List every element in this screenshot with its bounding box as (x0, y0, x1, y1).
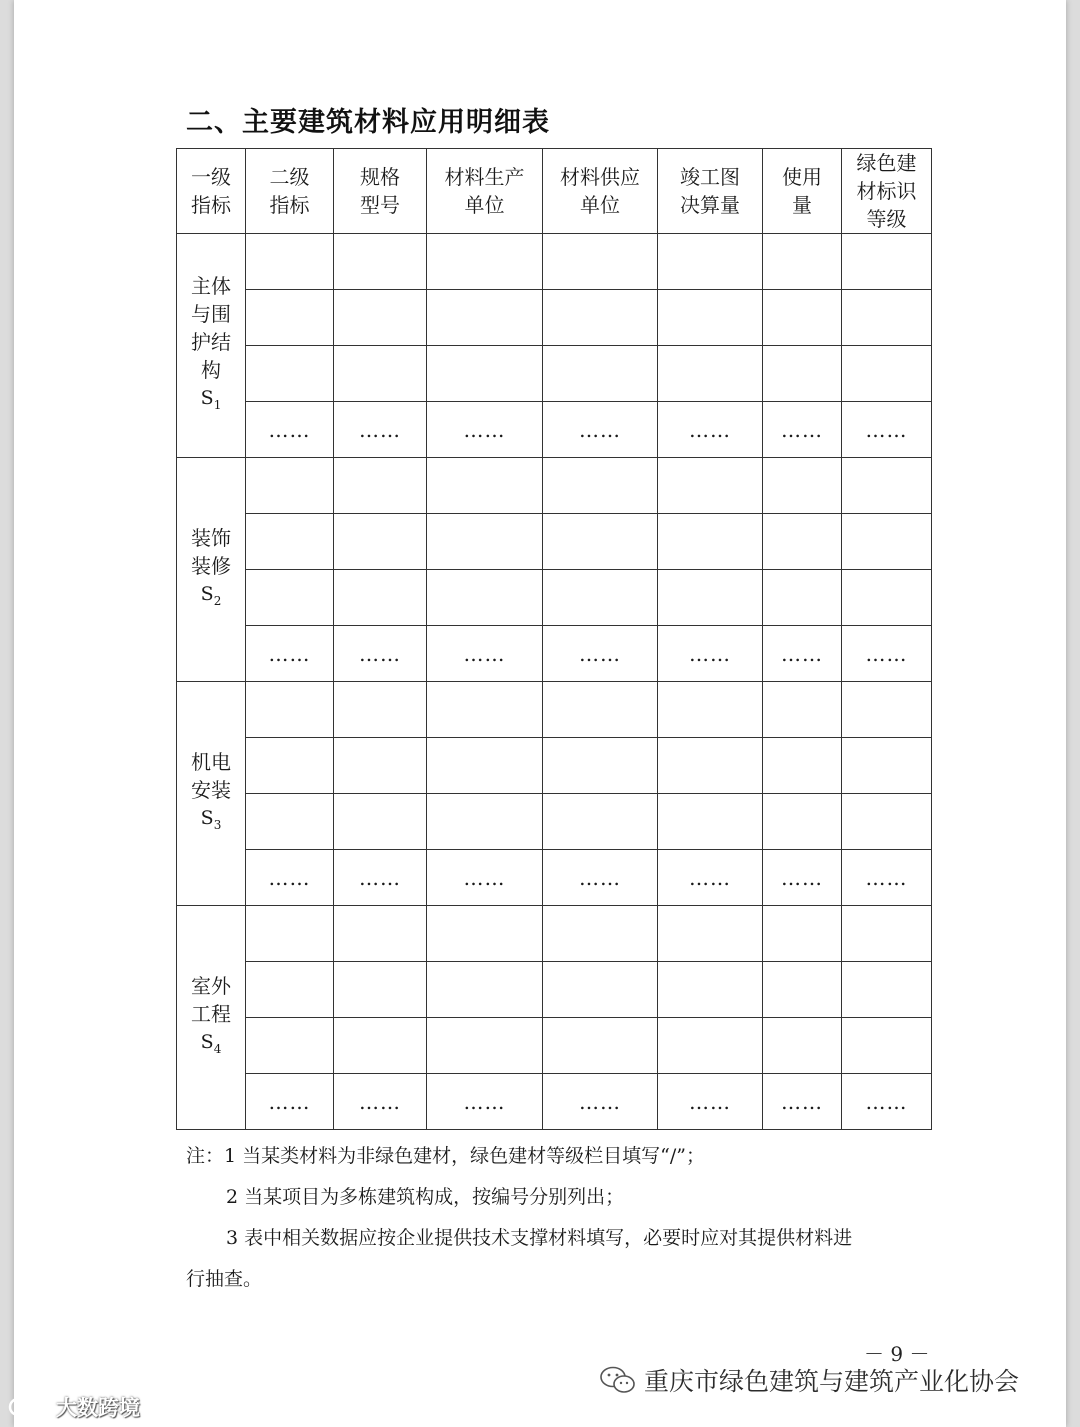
header-spec: 规格 型号 (334, 149, 427, 234)
wechat-icon (598, 1365, 638, 1395)
table-row-ellipsis: …… …… …… …… …… …… …… (177, 626, 932, 682)
table-row-ellipsis: …… …… …… …… …… …… …… (177, 402, 932, 458)
table-row-ellipsis: …… …… …… …… …… …… …… (177, 850, 932, 906)
materials-table (176, 148, 932, 1130)
category-mep: 机电 安装 $S_3$ (177, 682, 246, 906)
table-row (177, 738, 932, 794)
header-usage: 使用 量 (763, 149, 842, 234)
note-2: 2 当某项目为多栋建筑构成，按编号分别列出； (226, 1186, 625, 1208)
watermark-association-text: 重庆市绿色建筑与建筑产业化协会 (644, 1367, 1020, 1396)
note-3-continued: 行抽查。 (186, 1268, 263, 1290)
header-supplier: 材料供应 单位 (543, 149, 658, 234)
table-row (177, 570, 932, 626)
category-structure: 主体 与围 护结 构 $S_1$ (177, 234, 246, 458)
document-page (14, 0, 1066, 1427)
note-3: 3 表中相关数据应按企业提供技术支撑材料填写，必要时应对其提供材料进 (226, 1227, 853, 1249)
header-producer: 材料生产 单位 (427, 149, 543, 234)
note-1: 注：1 当某类材料为非绿色建材，绿色建材等级栏目填写“/”； (186, 1145, 705, 1167)
table-row (177, 458, 932, 514)
watermark-brand-text: 大数跨境 (56, 1396, 140, 1420)
table-row (177, 514, 932, 570)
table-row (177, 346, 932, 402)
header-final-quantity: 竣工图 决算量 (658, 149, 763, 234)
page-title: 二、主要建筑材料应用明细表 (186, 107, 550, 138)
table-row (177, 794, 932, 850)
table-row (177, 906, 932, 962)
table-row (177, 234, 932, 290)
page-number: － 9 － (864, 1342, 930, 1366)
header-level2: 二级 指标 (246, 149, 334, 234)
header-green-grade: 绿色建 材标识 等级 (842, 149, 932, 234)
table-header-row (177, 149, 932, 234)
table-row (177, 962, 932, 1018)
table-row-ellipsis: …… …… …… …… …… …… …… (177, 1074, 932, 1130)
category-decoration: 装饰 装修 $S_2$ (177, 458, 246, 682)
watermark-brand (8, 1392, 140, 1422)
table-row (177, 1018, 932, 1074)
table-row (177, 290, 932, 346)
category-outdoor: 室外 工程 $S_4$ (177, 906, 246, 1130)
header-level1: 一级 指标 (177, 149, 246, 234)
logo-icon (8, 1394, 52, 1420)
watermark-association (598, 1362, 1019, 1398)
table-notes (186, 1136, 926, 1300)
table-row (177, 682, 932, 738)
